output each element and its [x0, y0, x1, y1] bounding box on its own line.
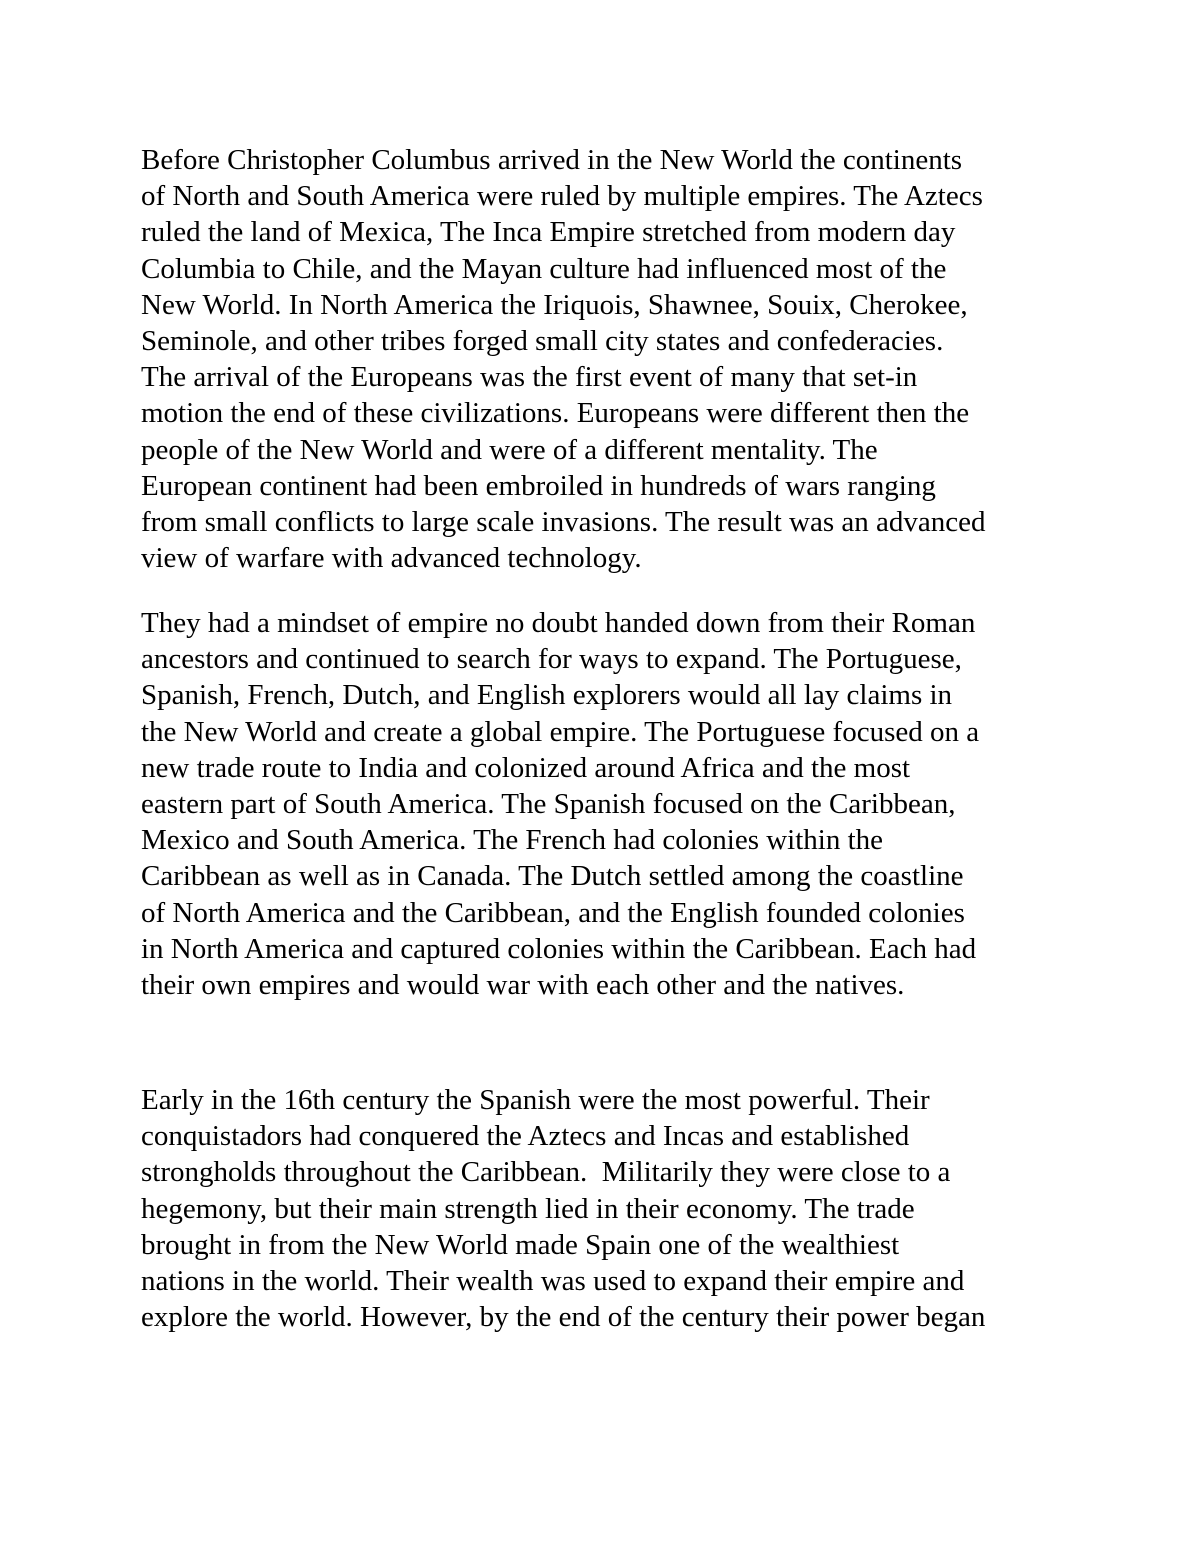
- paragraph-line: ancestors and continued to search for ways to expand. The Portuguese,: [141, 643, 962, 676]
- paragraph-line: ruled the land of Mexica, The Inca Empire stretched from modern day: [141, 216, 956, 249]
- paragraph-line: nations in the world. Their wealth was used to expand their empire and: [141, 1265, 965, 1298]
- paragraph-line: Before Christopher Columbus arrived in the New World the continents: [141, 144, 963, 176]
- paragraph-line: view of warfare with advanced technology.: [141, 542, 642, 575]
- paragraph-1: [141, 142, 1071, 576]
- paragraph-line: Early in the 16th century the Spanish were the most powerful. Their: [141, 1084, 930, 1116]
- paragraph-line: Seminole, and other tribes forged small city states and confederacies.: [141, 325, 944, 358]
- paragraph-line: New World. In North America the Iriquois, Shawnee, Souix, Cherokee,: [141, 288, 968, 321]
- paragraph-line: brought in from the New World made Spain one of the wealthiest: [141, 1228, 900, 1261]
- paragraph-line: people of the New World and were of a different mentality. The: [141, 433, 878, 466]
- paragraph-line: eastern part of South America. The Spanish focused on the Caribbean,: [141, 788, 956, 821]
- paragraph-line: strongholds throughout the Caribbean. Militarily they were close to a: [141, 1156, 951, 1189]
- paragraph-line: in North America and captured colonies within the Caribbean. Each had: [141, 932, 977, 965]
- paragraph-line: their own empires and would war with each other and the natives.: [141, 969, 905, 1002]
- paragraph-line: conquistadors had conquered the Aztecs and Incas and established: [141, 1120, 910, 1153]
- paragraph-line: the New World and create a global empire. The Portuguese focused on a: [141, 715, 980, 748]
- paragraph-line: European continent had been embroiled in hundreds of wars ranging: [141, 469, 936, 502]
- paragraph-line: of North America and the Caribbean, and the English founded colonies: [141, 896, 965, 929]
- paragraph-line: Caribbean as well as in Canada. The Dutch settled among the coastline: [141, 860, 964, 893]
- paragraph-2: [141, 605, 1071, 1003]
- paragraph-line: Spanish, French, Dutch, and English explorers would all lay claims in: [141, 679, 953, 712]
- paragraph-line: hegemony, but their main strength lied in their economy. The trade: [141, 1192, 915, 1225]
- paragraph-line: motion the end of these civilizations. Europeans were different then the: [141, 397, 970, 430]
- paragraph-line: Mexico and South America. The French had colonies within the: [141, 824, 884, 857]
- paragraph-line: Columbia to Chile, and the Mayan culture had influenced most of the: [141, 252, 947, 285]
- paragraph-line: from small conflicts to large scale invasions. The result was an advanced: [141, 506, 986, 539]
- paragraph-line: new trade route to India and colonized around Africa and the most: [141, 751, 911, 784]
- paragraph-line: The arrival of the Europeans was the first event of many that set-in: [141, 361, 918, 394]
- paragraph-line: They had a mindset of empire no doubt handed down from their Roman: [141, 607, 976, 639]
- paragraph-3: [141, 1082, 1071, 1335]
- paragraph-line: of North and South America were ruled by multiple empires. The Aztecs: [141, 180, 983, 213]
- paragraph-line: explore the world. However, by the end of the century their power began: [141, 1301, 986, 1334]
